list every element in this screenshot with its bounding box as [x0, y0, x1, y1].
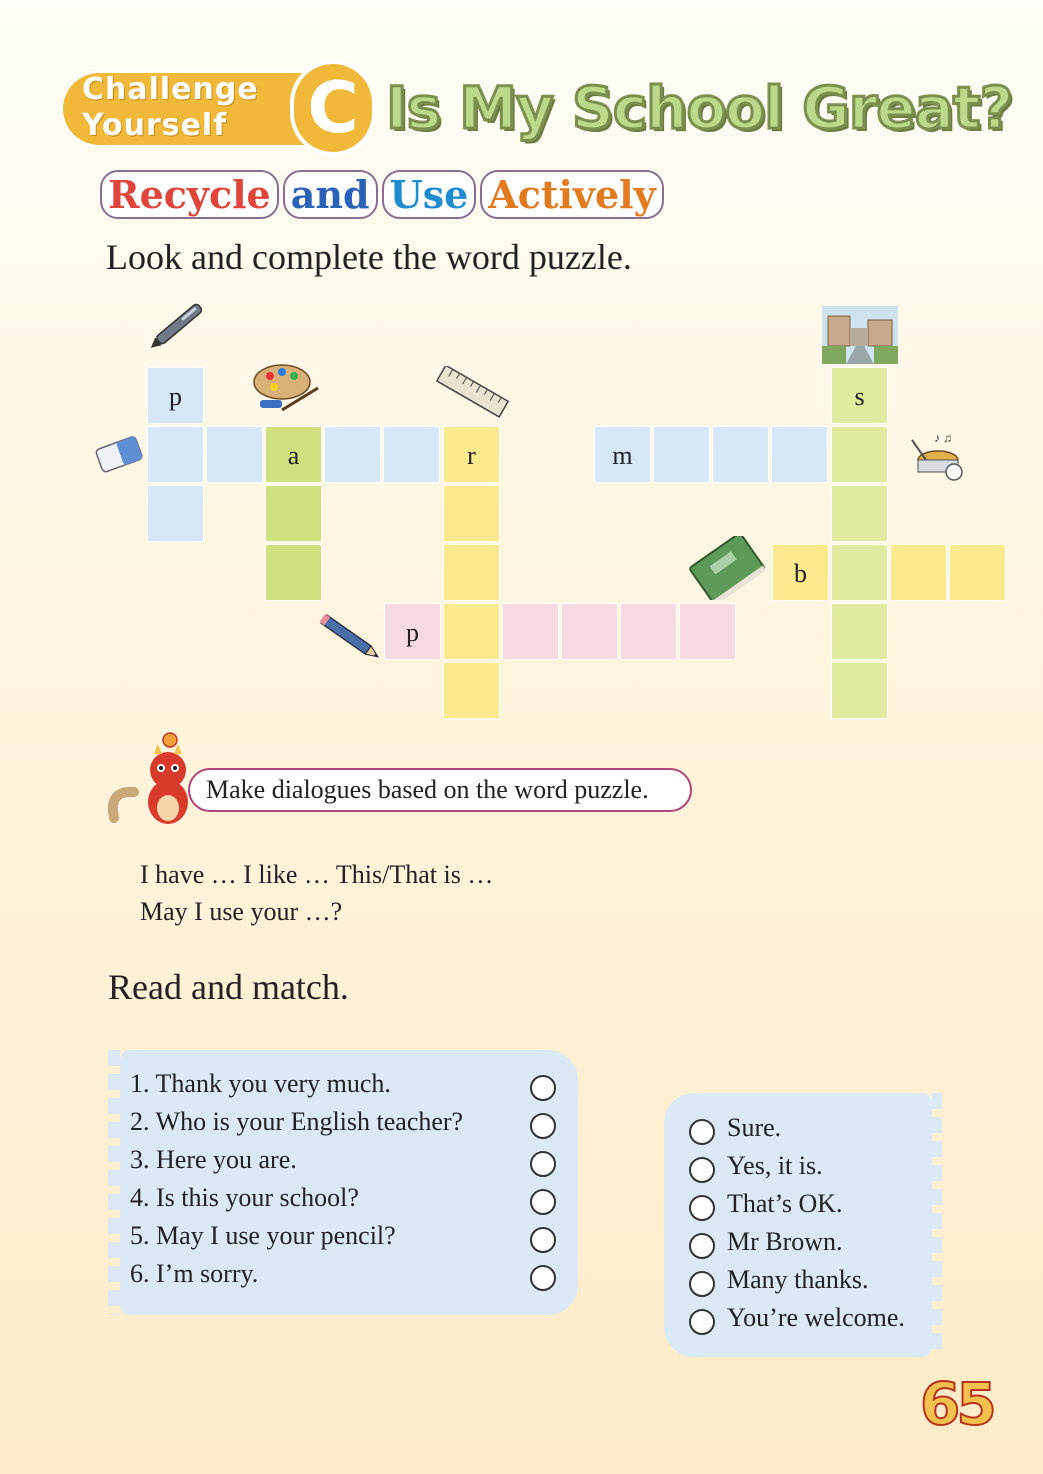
badge-letter: C: [290, 60, 376, 156]
question-2: 2. Who is your English teacher?: [130, 1107, 464, 1136]
school-icon: [822, 306, 898, 364]
cell-book-3[interactable]: [890, 544, 947, 601]
cell-eraser-2[interactable]: [206, 426, 263, 483]
cell-ruler-4[interactable]: [443, 603, 500, 660]
match-circle-right-1[interactable]: [689, 1119, 715, 1145]
match-circle-left-5[interactable]: [530, 1227, 556, 1253]
section-word-3: Use: [382, 170, 477, 219]
cell-paint-3[interactable]: [265, 544, 322, 601]
cell-pencil-1[interactable]: p: [384, 603, 441, 660]
match-circle-left-6[interactable]: [530, 1265, 556, 1291]
cell-pencil-4[interactable]: [561, 603, 618, 660]
answer-3: That’s OK.: [727, 1189, 843, 1218]
cell-music-4[interactable]: [771, 426, 828, 483]
book-icon: [688, 536, 768, 600]
page-number: 65: [920, 1370, 993, 1438]
cell-music-3[interactable]: [712, 426, 769, 483]
section-heading: [100, 172, 668, 217]
cell-pen-3[interactable]: [147, 485, 204, 542]
pencil-icon: [316, 610, 386, 666]
cell-pencil-5[interactable]: [620, 603, 677, 660]
dragon-mascot-icon: [104, 730, 198, 828]
match-circle-right-4[interactable]: [689, 1233, 715, 1259]
match-circle-left-4[interactable]: [530, 1189, 556, 1215]
answer-2: Yes, it is.: [727, 1151, 823, 1180]
cell-music-1[interactable]: m: [594, 426, 651, 483]
cell-school-1[interactable]: s: [831, 367, 888, 424]
match-circle-left-2[interactable]: [530, 1113, 556, 1139]
answer-6: You’re welcome.: [727, 1303, 905, 1332]
puzzle-instruction: Look and complete the word puzzle.: [106, 237, 632, 277]
svg-text:♪ ♫: ♪ ♫: [934, 431, 952, 445]
sentence-pattern-2: May I use your …?: [140, 897, 343, 926]
badge-line-1: Challenge: [82, 72, 259, 107]
cell-eraser-4[interactable]: [324, 426, 381, 483]
sentence-pattern-1: I have … I like … This/That is …: [140, 860, 494, 889]
cell-pen-1[interactable]: p: [147, 367, 204, 424]
match-circle-right-5[interactable]: [689, 1271, 715, 1297]
cell-ruler-5[interactable]: [443, 662, 500, 719]
cell-eraser-5[interactable]: [383, 426, 440, 483]
cell-music-2[interactable]: [653, 426, 710, 483]
badge-text: [82, 72, 292, 144]
eraser-icon: [94, 430, 146, 478]
palette-icon: [252, 362, 324, 416]
badge-line-2: Yourself: [82, 108, 228, 143]
section-word-4: Actively: [480, 170, 663, 219]
cell-ruler-2[interactable]: [443, 485, 500, 542]
cell-pencil-3[interactable]: [502, 603, 559, 660]
dialogue-prompt: Make dialogues based on the word puzzle.: [188, 768, 692, 812]
cell-school-6[interactable]: [831, 662, 888, 719]
cell-ruler-1[interactable]: r: [443, 426, 500, 483]
match-circle-right-2[interactable]: [689, 1157, 715, 1183]
cell-book-1[interactable]: b: [772, 544, 829, 601]
section-word-1: Recycle: [100, 170, 279, 219]
match-circle-left-1[interactable]: [530, 1075, 556, 1101]
answer-1: Sure.: [727, 1113, 782, 1142]
match-circle-left-3[interactable]: [530, 1151, 556, 1177]
cell-pencil-6[interactable]: [679, 603, 736, 660]
ruler-icon: [434, 366, 510, 418]
match-circle-right-3[interactable]: [689, 1195, 715, 1221]
cell-school-4[interactable]: [831, 544, 888, 601]
answer-5: Many thanks.: [727, 1265, 869, 1294]
cell-school-5[interactable]: [831, 603, 888, 660]
match-instruction: Read and match.: [108, 967, 349, 1007]
question-5: 5. May I use your pencil?: [130, 1221, 396, 1250]
cell-school-3[interactable]: [831, 485, 888, 542]
drum-icon: [904, 430, 970, 484]
cell-school-2[interactable]: [831, 426, 888, 483]
cell-ruler-3[interactable]: [443, 544, 500, 601]
section-word-2: and: [283, 170, 378, 219]
cell-paint-2[interactable]: [265, 485, 322, 542]
cell-paint-1[interactable]: a: [265, 426, 322, 483]
question-4: 4. Is this your school?: [130, 1183, 359, 1212]
question-1: 1. Thank you very much.: [130, 1069, 391, 1098]
match-circle-right-6[interactable]: [689, 1309, 715, 1335]
cell-eraser-1[interactable]: [147, 426, 204, 483]
page-title: Is My School Great?: [386, 74, 1013, 142]
pen-icon: [146, 296, 206, 360]
question-3: 3. Here you are.: [130, 1145, 297, 1174]
answer-4: Mr Brown.: [727, 1227, 843, 1256]
question-6: 6. I’m sorry.: [130, 1259, 259, 1288]
cell-book-4[interactable]: [949, 544, 1006, 601]
